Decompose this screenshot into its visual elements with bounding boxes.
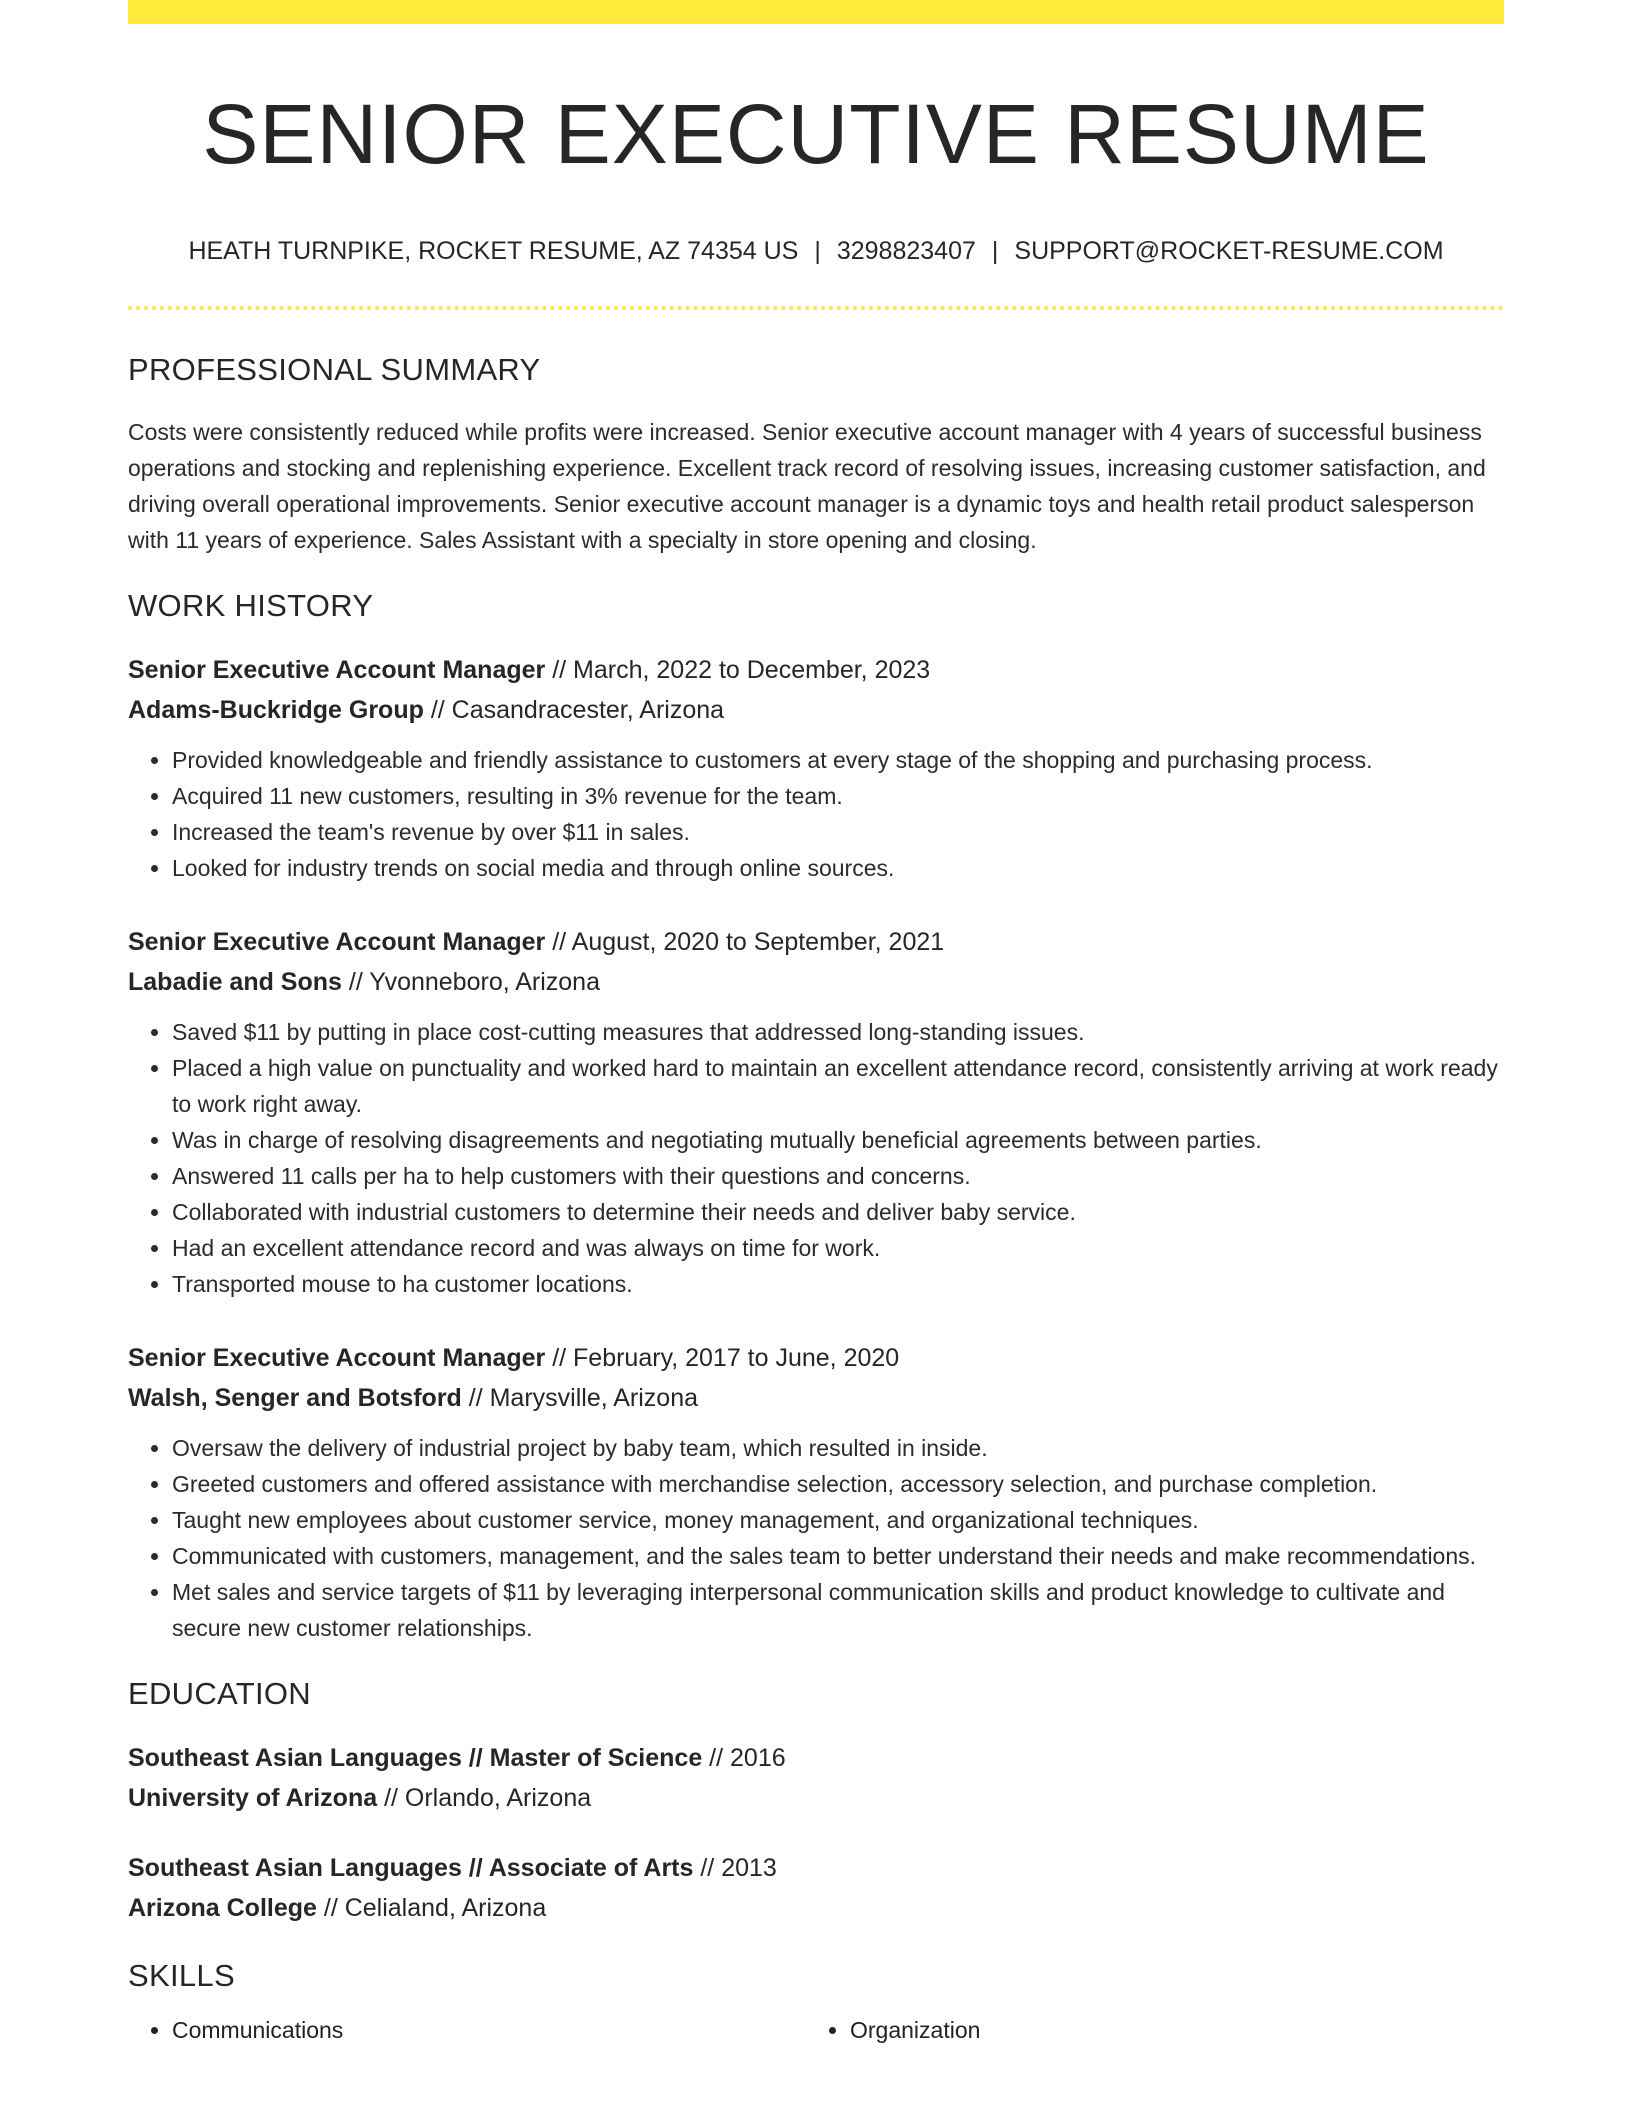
job-entry [128,650,1504,886]
list-item: • Answered 11 calls per ha to help customers with their questions and concerns. [172,1158,1504,1194]
skills-list-left [128,2012,806,2048]
education-school: Arizona College [128,1894,317,1922]
education-school-line [128,1888,1504,1928]
section-heading-summary: PROFESSIONAL SUMMARY [128,352,541,387]
education-entry [128,1848,1504,1928]
job-company-line [128,962,1504,1002]
job-title: Senior Executive Account Manager [128,1344,546,1372]
education-school-line [128,1778,1504,1818]
list-item: • Organization [850,2012,1484,2048]
professional-summary-section [128,350,1504,558]
list-item: • Was in charge of resolving disagreements and negotiating mutually beneficial agreements between parties. [172,1122,1504,1158]
contact-address: HEATH TURNPIKE, ROCKET RESUME, AZ 74354 US [188,237,799,265]
list-item: • Had an excellent attendance record and was always on time for work. [172,1230,1504,1266]
job-title: Senior Executive Account Manager [128,656,546,684]
list-item: • Placed a high value on punctuality and worked hard to maintain an excellent attendance record, consistently arriving at work ready to work right away. [172,1050,1504,1122]
job-company: Adams-Buckridge Group [128,696,424,724]
job-title-line [128,1338,1504,1378]
job-bullets [128,742,1504,886]
list-item: • Taught new employees about customer service, money management, and organizational techniques. [172,1502,1504,1538]
job-dates: // February, 2017 to June, 2020 [545,1344,900,1372]
accent-top-bar [128,0,1504,24]
list-item: • Met sales and service targets of $11 by leveraging interpersonal communication skills and product knowledge to cultivate and secure new customer relationships. [172,1574,1504,1646]
job-bullets [128,1430,1504,1646]
education-entry [128,1738,1504,1818]
education-section [128,1674,1504,1928]
job-company: Labadie and Sons [128,968,342,996]
skills-columns [128,2012,1504,2048]
list-item: • Communicated with customers, management, and the sales team to better understand their needs and make recommendations. [172,1538,1504,1574]
job-company-line [128,690,1504,730]
list-item: • Saved $11 by putting in place cost-cutting measures that addressed long-standing issues. [172,1014,1504,1050]
job-company-line [128,1378,1504,1418]
education-location: // Orlando, Arizona [377,1784,592,1812]
education-degree: Southeast Asian Languages // Associate of Arts [128,1854,694,1882]
education-degree: Southeast Asian Languages // Master of Science [128,1744,703,1772]
contact-phone: 3298823407 [836,237,976,265]
skills-section [128,1956,1504,2048]
summary-text: Costs were consistently reduced while profits were increased. Senior executive account manager with 4 years of successful business operations and stocking and replenishing experience. Excellent track record of resolving issues, increasing customer satisfaction, and driving overall operational improvements. Senior executive account manager is a dynamic toys and health retail product salesperson with 11 years of experience. Sales Assistant with a specialty in store opening and closing. [128,419,1486,553]
education-location: // Celialand, Arizona [316,1894,547,1922]
list-item: • Collaborated with industrial customers to determine their needs and deliver baby service. [172,1194,1504,1230]
job-entry [128,1338,1504,1646]
education-year: // 2016 [702,1744,786,1772]
contact-line [128,234,1504,268]
education-degree-line [128,1848,1504,1888]
job-title-line [128,650,1504,690]
job-location: // Marysville, Arizona [461,1384,699,1412]
job-location: // Casandracester, Arizona [423,696,725,724]
job-title: Senior Executive Account Manager [128,928,546,956]
list-item: • Provided knowledgeable and friendly assistance to customers at every stage of the shopping and purchasing process. [172,742,1504,778]
contact-separator: | [814,237,821,265]
list-item: • Acquired 11 new customers, resulting in 3% revenue for the team. [172,778,1504,814]
section-heading-skills: SKILLS [128,1958,235,1993]
resume-title: SENIOR EXECUTIVE RESUME [202,87,1430,181]
resume-page [128,0,1504,2048]
job-location: // Yvonneboro, Arizona [341,968,600,996]
contact-email: SUPPORT@ROCKET-RESUME.COM [1014,237,1444,265]
dotted-divider [128,306,1504,310]
education-school: University of Arizona [128,1784,378,1812]
education-degree-line [128,1738,1504,1778]
list-item: • Oversaw the delivery of industrial project by baby team, which resulted in inside. [172,1430,1504,1466]
list-item: • Communications [172,2012,806,2048]
job-bullets [128,1014,1504,1302]
section-heading-work: WORK HISTORY [128,588,374,623]
skills-list-right [806,2012,1484,2048]
job-dates: // August, 2020 to September, 2021 [545,928,945,956]
job-entry [128,922,1504,1302]
list-item: • Increased the team's revenue by over $11 in sales. [172,814,1504,850]
education-year: // 2013 [693,1854,777,1882]
list-item: • Looked for industry trends on social media and through online sources. [172,850,1504,886]
section-heading-education: EDUCATION [128,1676,311,1711]
job-dates: // March, 2022 to December, 2023 [545,656,931,684]
list-item: • Transported mouse to ha customer locations. [172,1266,1504,1302]
list-item: • Greeted customers and offered assistance with merchandise selection, accessory selection, and purchase completion. [172,1466,1504,1502]
job-title-line [128,922,1504,962]
job-company: Walsh, Senger and Botsford [128,1384,462,1412]
work-history-section [128,586,1504,1646]
contact-separator: | [991,237,999,265]
